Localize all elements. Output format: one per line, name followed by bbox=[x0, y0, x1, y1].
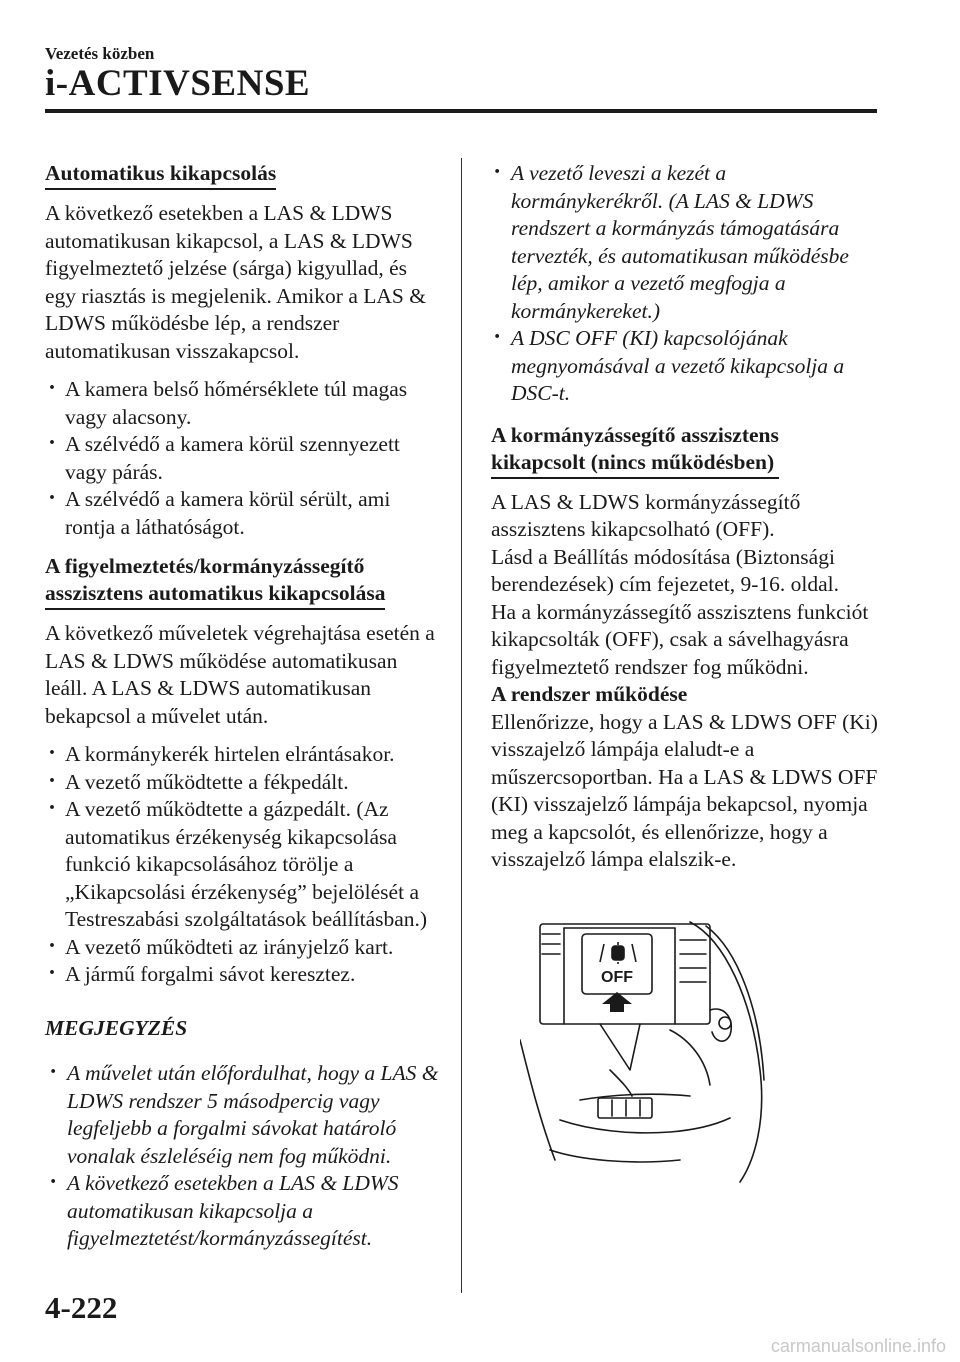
subheading-system-operation: A rendszer működése bbox=[491, 682, 688, 706]
paragraph-assist-switchable: A LAS & LDWS kormányzássegítő asszisztens kikapcsolható (OFF). bbox=[491, 489, 801, 541]
right-column bbox=[491, 160, 881, 874]
list-item: · A jármű forgalmi sávot keresztez. bbox=[45, 961, 440, 989]
note-block bbox=[45, 1015, 440, 1253]
note-item: · A következő esetekben a LAS & LDWS automatikusan kikapcsolja a figyelmeztetést/kormányzássegítést. bbox=[47, 1170, 440, 1253]
heading-assist-disabled: A kormányzássegítő asszisztens kikapcsolt (nincs működésben) bbox=[491, 422, 779, 479]
list-item: · A vezető működteti az irányjelző kart. bbox=[45, 934, 440, 962]
paragraph-auto-off: A következő esetekben a LAS & LDWS automatikusan kikapcsol, a LAS & LDWS figyelmeztető jelzése (sárga) kigyullad, és egy riasztás is megjelenik. Amikor a LAS & LDWS működésbe lép, a rendszer automatikusan visszakapcsol. bbox=[45, 201, 426, 363]
section-name: Vezetés közben bbox=[45, 44, 155, 63]
list-item: · A vezető működtette a fékpedált. bbox=[45, 769, 440, 797]
list-auto-off bbox=[45, 376, 440, 541]
list-operations bbox=[45, 741, 440, 989]
paragraph-check-indicator: Ellenőrizze, hogy a LAS & LDWS OFF (Ki) visszajelző lámpája elaludt-e a műszercsoportban. Ha a LAS & LDWS OFF (KI) visszajelző lámpája bekapcsol, nyomja meg a kapcsolót, és ellenőrizze, hogy a visszajelző lámpa elalszik-e. bbox=[491, 709, 878, 871]
off-label: OFF bbox=[601, 969, 633, 986]
header-rule bbox=[45, 109, 877, 113]
paragraph-only-warning: Ha a kormányzássegítő asszisztens funkciót kikapcsolták (OFF), csak a sávelhagyásra figyelmeztető rendszer fog működni. bbox=[491, 599, 869, 679]
paragraph-warning-assist-off: A következő műveletek végrehajtása esetén a LAS & LDWS működése automatikusan leáll. A LAS & LDWS automatikusan bekapcsol a művelet után. bbox=[45, 621, 435, 728]
heading-warning-assist-off: A figyelmeztetés/kormányzássegítő asszisztens automatikus kikapcsolása bbox=[45, 553, 385, 610]
left-column bbox=[45, 160, 440, 1265]
list-item: · A szélvédő a kamera körül szennyezett vagy párás. bbox=[45, 431, 440, 486]
heading-auto-off: Automatikus kikapcsolás bbox=[45, 160, 276, 190]
note-list bbox=[47, 1060, 440, 1253]
note-item: · A DSC OFF (KI) kapcsolójának megnyomásával a vezető kikapcsolja a DSC-t. bbox=[491, 325, 881, 408]
note-list-continued bbox=[491, 160, 881, 408]
paragraph-see-settings: Lásd a Beállítás módosítása (Biztonsági berendezések) cím fejezetet, 9-16. oldal. bbox=[491, 544, 839, 596]
column-divider bbox=[461, 158, 462, 1293]
figure-dashboard-switch bbox=[520, 920, 770, 1185]
page-number: 4-222 bbox=[45, 1290, 118, 1325]
figure-svg bbox=[520, 920, 770, 1185]
list-item: · A kamera belső hőmérséklete túl magas vagy alacsony. bbox=[45, 376, 440, 431]
page-title: i-ACTIVSENSE bbox=[45, 63, 311, 104]
note-item: · A művelet után előfordulhat, hogy a LAS & LDWS rendszer 5 másodpercig vagy legfeljebb a forgalmi sávokat határoló vonalak észleléséig nem fog működni. bbox=[47, 1060, 440, 1170]
note-title: MEGJEGYZÉS bbox=[45, 1015, 188, 1040]
watermark: carmanualsonline.info bbox=[770, 1336, 946, 1356]
list-item: · A vezető működtette a gázpedált. (Az automatikus érzékenység kikapcsolása funkció kikapcsolásához törölje a „Kikapcsolási érzékenység” bejelölését a Testreszabási szolgáltatások beállításban.) bbox=[45, 796, 440, 934]
note-item: · A vezető leveszi a kezét a kormánykerékről. (A LAS & LDWS rendszert a kormányzás támogatására tervezték, és automatikusan működésbe lép, amikor a vezető megfogja a kormánykereket.) bbox=[491, 160, 881, 325]
list-item: · A szélvédő a kamera körül sérült, ami rontja a láthatóságot. bbox=[45, 486, 440, 541]
list-item: · A kormánykerék hirtelen elrántásakor. bbox=[45, 741, 440, 769]
